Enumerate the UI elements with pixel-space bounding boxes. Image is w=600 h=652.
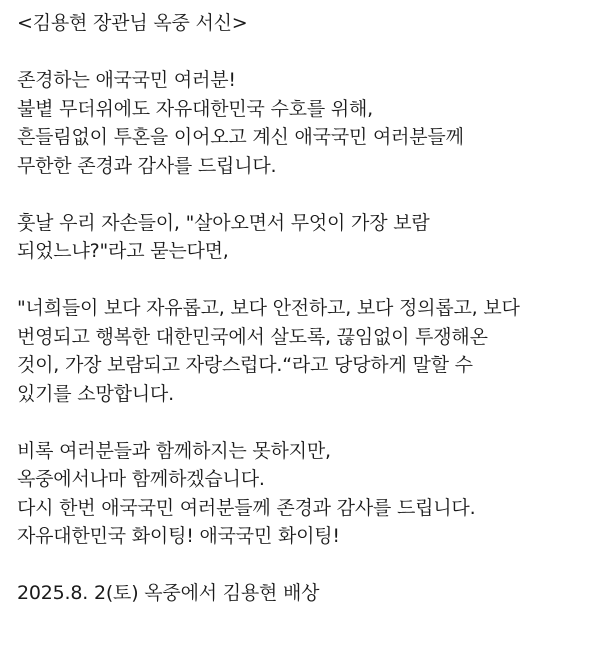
text-line: 존경하는 애국국민 여러분!	[17, 69, 236, 91]
text-line: 흔들림없이 투혼을 이어오고 계신 애국국민 여러분들께	[17, 126, 464, 148]
text-line: 무한한 존경과 감사를 드립니다.	[17, 154, 277, 177]
text-line: 불볕 무더위에도 자유대한민국 수호를 위해,	[17, 97, 373, 120]
text-line: 있기를 소망합니다.	[17, 382, 174, 405]
paragraph-closing	[17, 437, 587, 551]
text-line: 것이, 가장 보람되고 자랑스럽다.“라고 당당하게 말할 수	[17, 354, 473, 376]
text-line: 되었느냐?"라고 묻는다면,	[17, 240, 229, 262]
text-line: 다시 한번 애국국민 여러분들께 존경과 감사를 드립니다.	[17, 496, 476, 519]
paragraph-gap	[17, 551, 587, 580]
paragraph-greeting	[17, 66, 587, 180]
paragraph-question	[17, 209, 587, 266]
text-line: 번영되고 행복한 대한민국에서 살도록, 끊임없이 투쟁해온	[17, 325, 488, 348]
paragraph-gap	[17, 180, 587, 209]
paragraph-gap	[17, 38, 587, 67]
text-line: 자유대한민국 화이팅! 애국국민 화이팅!	[17, 525, 340, 547]
letter-body	[17, 9, 587, 608]
text-line: "너희들이 보다 자유롭고, 보다 안전하고, 보다 정의롭고, 보다	[17, 297, 520, 319]
paragraph-gap	[17, 408, 587, 437]
paragraph-gap	[17, 266, 587, 295]
text-line: 옥중에서나마 함께하겠습니다.	[17, 468, 265, 490]
text-line: 훗날 우리 자손들이, "살아오면서 무엇이 가장 보람	[17, 211, 430, 234]
text-line: 비록 여러분들과 함께하지는 못하지만,	[17, 439, 331, 462]
letter-title: <김용현 장관님 옥중 서신>	[17, 12, 248, 34]
signature-line: 2025.8. 2(토) 옥중에서 김용현 배상	[17, 582, 320, 604]
paragraph-answer	[17, 294, 587, 408]
